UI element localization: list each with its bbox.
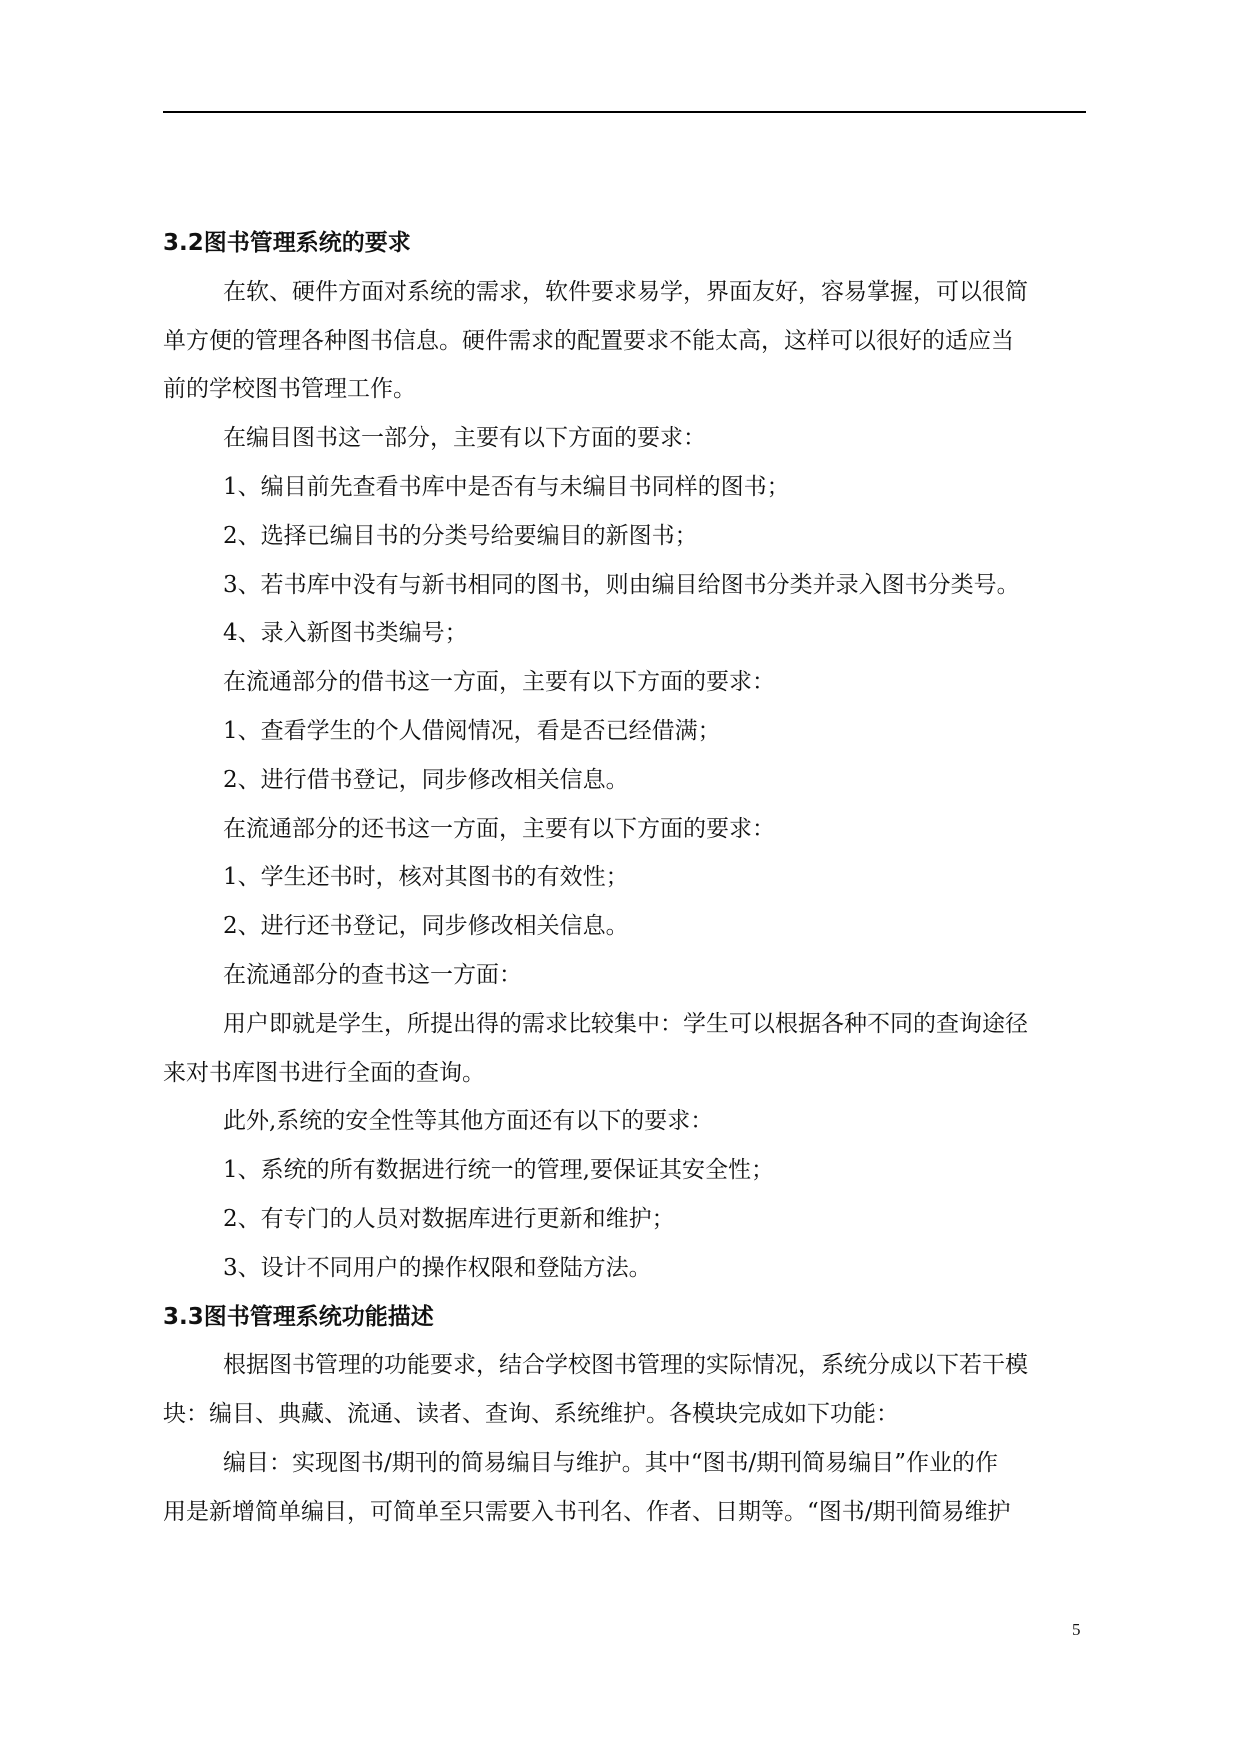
list-item: 2、进行借书登记，同步修改相关信息。 [223,766,629,793]
list-item: 2、选择已编目书的分类号给要编目的新图书； [223,522,698,549]
document-body [163,219,1086,1537]
paragraph-line: 单方便的管理各种图书信息。硬件需求的配置要求不能太高，这样可以很好的适应当 [163,327,1014,354]
list-item: 1、查看学生的个人借阅情况，看是否已经借满； [223,717,721,744]
list-item: 1、学生还书时，核对其图书的有效性； [223,864,629,891]
header-rule [163,111,1086,113]
paragraph-line: 块：编目、典藏、流通、读者、查询、系统维护。各模块完成如下功能： [163,1401,899,1428]
list-item: 1、编目前先查看书库中是否有与未编目书同样的图书； [223,473,790,500]
list-item: 1、系统的所有数据进行统一的管理,要保证其安全性； [223,1157,774,1184]
paragraph-line: 编目：实现图书/期刊的简易编目与维护。其中“图书/期刊简易编目”作业的作 [223,1449,999,1476]
paragraph-line: 在编目图书这一部分，主要有以下方面的要求： [223,425,706,452]
list-item: 2、有专门的人员对数据库进行更新和维护； [223,1205,675,1232]
paragraph-line: 来对书库图书进行全面的查询。 [163,1059,485,1086]
paragraph-line: 用户即就是学生，所提出得的需求比较集中：学生可以根据各种不同的查询途径 [223,1010,1028,1037]
paragraph-line: 在流通部分的借书这一方面，主要有以下方面的要求： [223,669,775,696]
paragraph-line: 根据图书管理的功能要求，结合学校图书管理的实际情况，系统分成以下若干模 [223,1352,1028,1379]
paragraph-line: 在流通部分的还书这一方面，主要有以下方面的要求： [223,815,775,842]
list-item: 2、进行还书登记，同步修改相关信息。 [223,913,629,940]
paragraph-line: 前的学校图书管理工作。 [163,376,416,403]
list-item: 4、录入新图书类编号； [223,620,468,647]
paragraph-line: 此外,系统的安全性等其他方面还有以下的要求： [223,1108,714,1135]
list-item: 3、若书库中没有与新书相同的图书，则由编目给图书分类并录入图书分类号。 [223,571,1020,598]
page-number: 5 [1072,1620,1081,1639]
section-heading-3-3: 3.3图书管理系统功能描述 [163,1303,434,1330]
paragraph-line: 用是新增简单编目，可简单至只需要入书刊名、作者、日期等。“图书/期刊简易维护 [163,1498,1011,1525]
section-heading-3-2: 3.2图书管理系统的要求 [163,230,411,256]
paragraph-line: 在软、硬件方面对系统的需求，软件要求易学，界面友好，容易掌握，可以很简 [223,278,1028,305]
list-item: 3、设计不同用户的操作权限和登陆方法。 [223,1254,652,1281]
paragraph-line: 在流通部分的查书这一方面： [223,961,522,988]
